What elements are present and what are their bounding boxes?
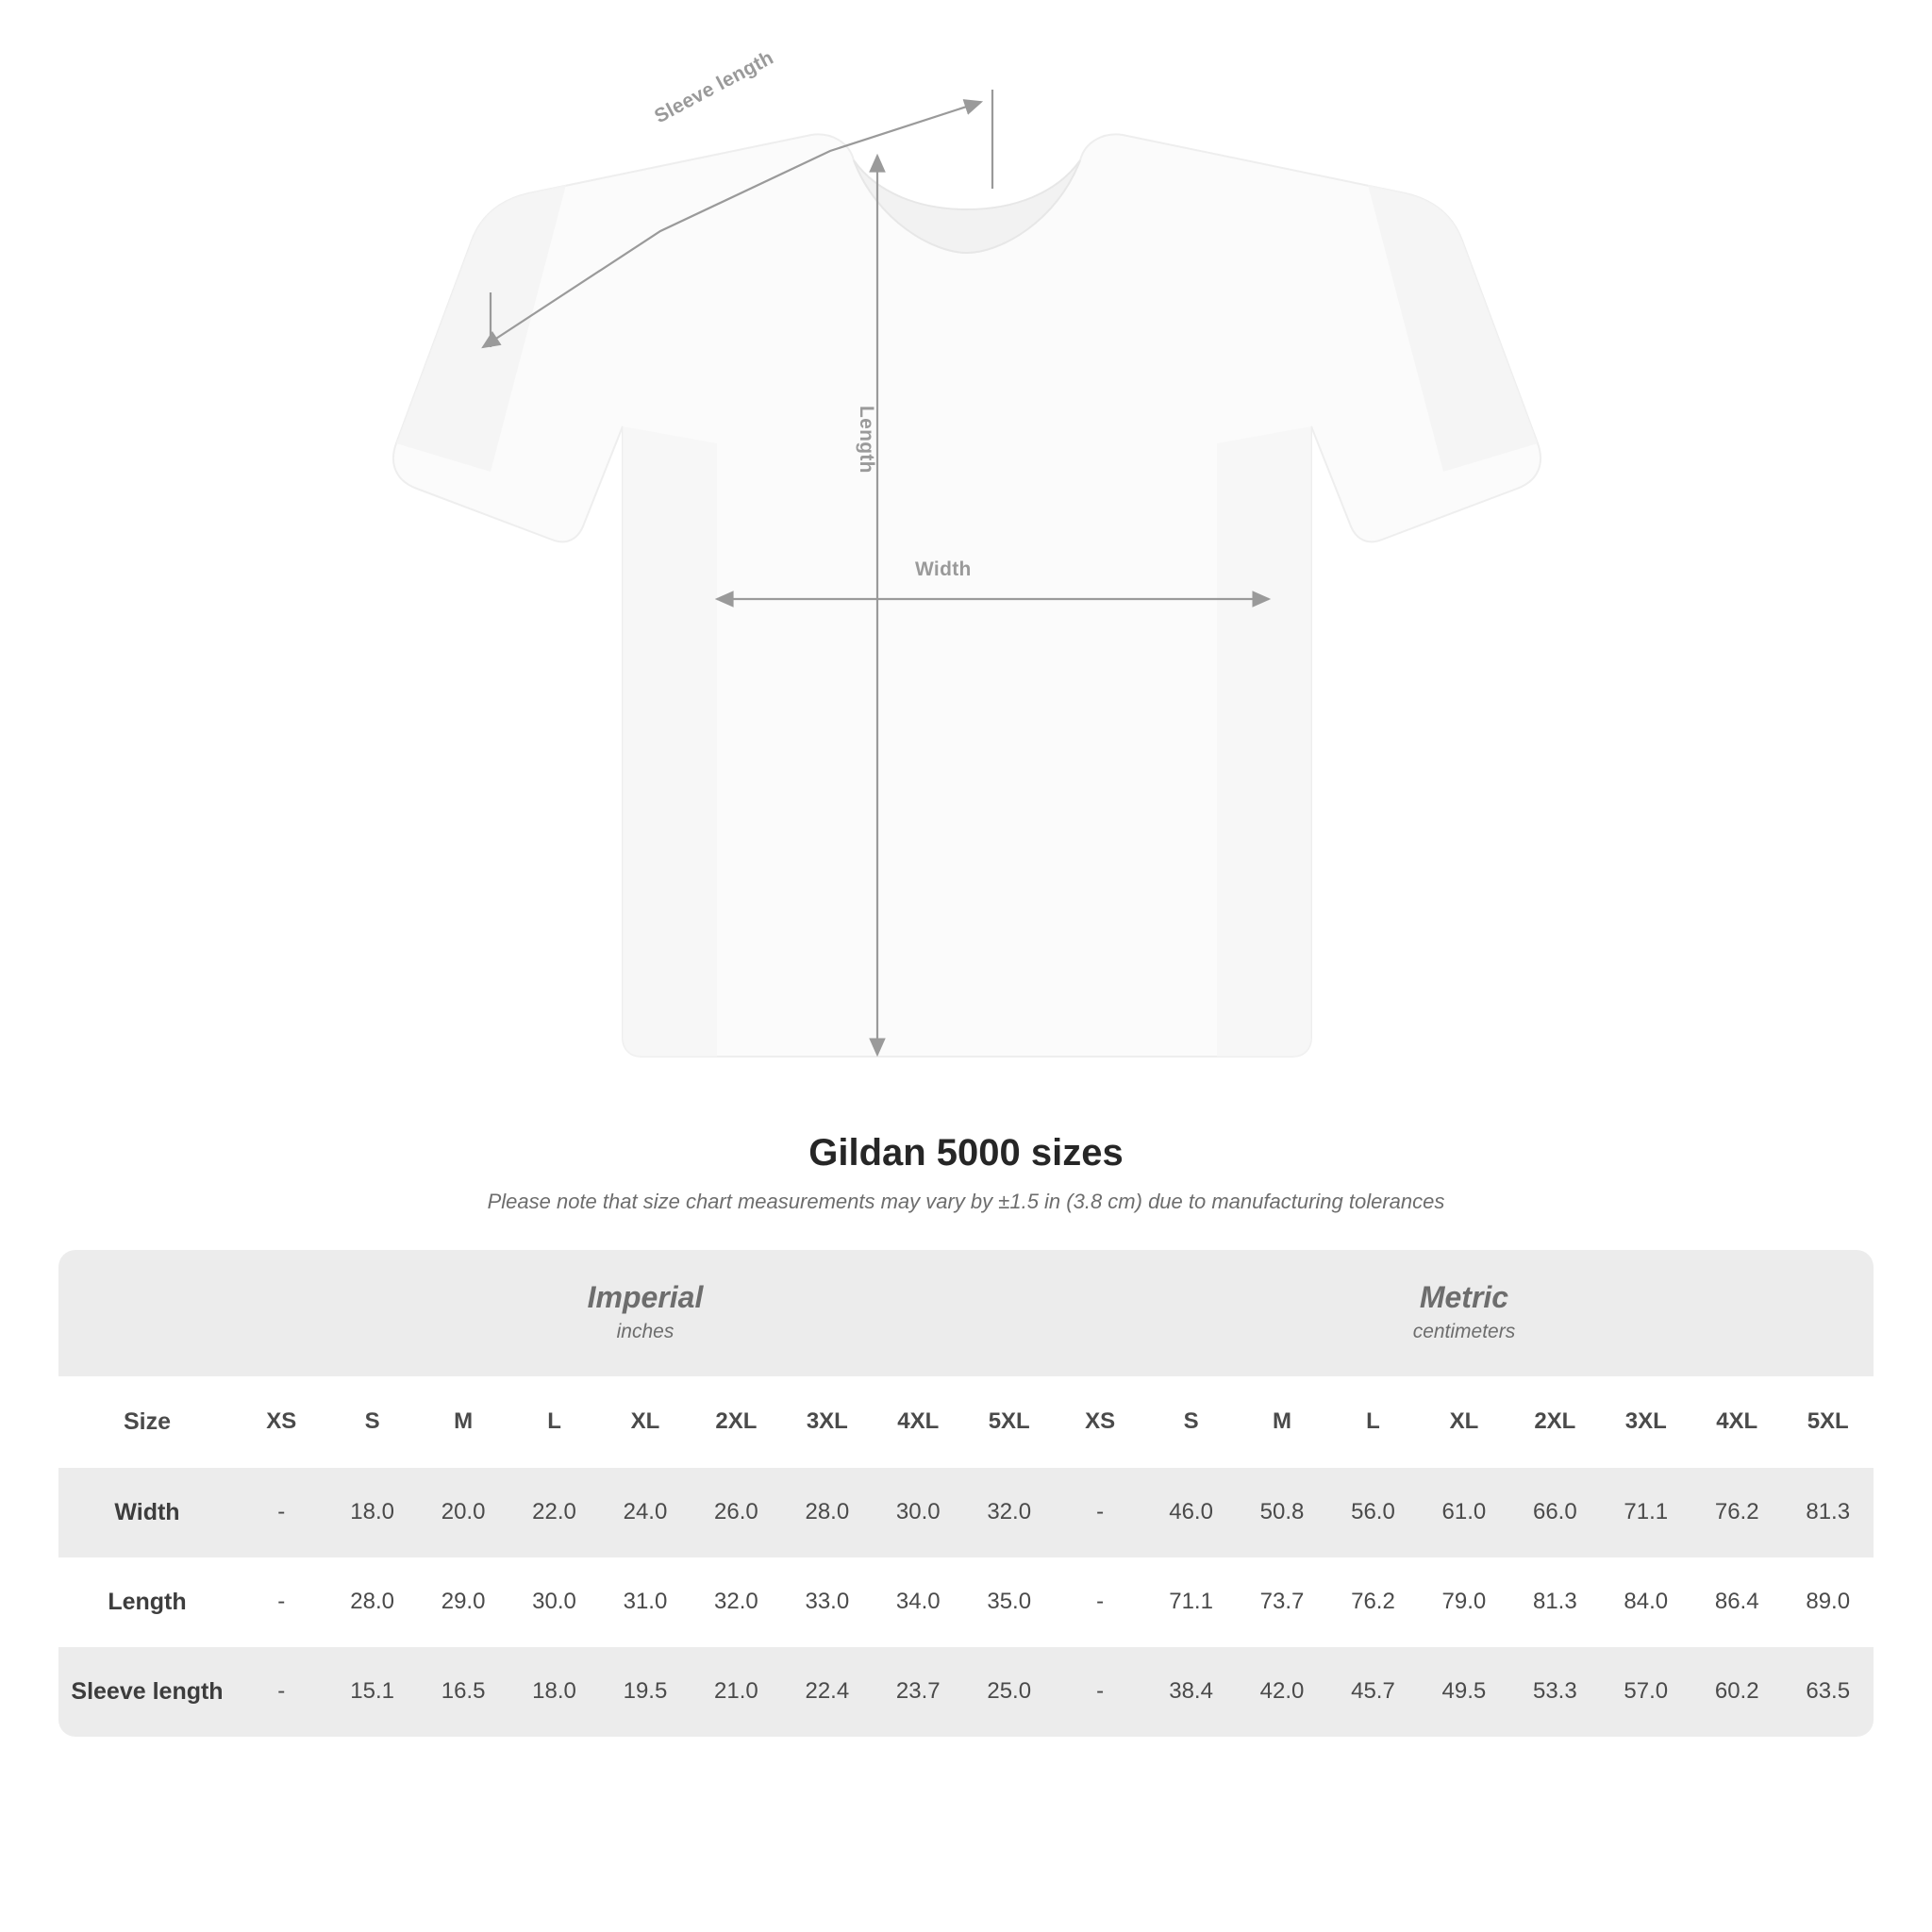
size-column-header-metric-xs: XS [1055, 1376, 1145, 1468]
size-column-header-imperial-2xl: 2XL [691, 1376, 781, 1468]
length-label: Length [856, 406, 877, 474]
cell-width-metric-s: 46.0 [1145, 1468, 1236, 1557]
cell-width-metric-xs: - [1055, 1468, 1145, 1557]
cell-length-imperial-xl: 31.0 [600, 1557, 691, 1647]
cell-length-imperial-m: 29.0 [418, 1557, 508, 1647]
tolerance-note: Please note that size chart measurements may vary by ±1.5 in (3.8 cm) due to manufacturing tolerances [487, 1190, 1445, 1213]
row-label-width: Width [58, 1468, 236, 1557]
size-row-header: Size [58, 1376, 236, 1468]
cell-sleeve-length-imperial-2xl: 21.0 [691, 1647, 781, 1737]
cell-sleeve-length-metric-5xl: 63.5 [1782, 1647, 1874, 1737]
cell-width-metric-m: 50.8 [1237, 1468, 1327, 1557]
cell-length-imperial-3xl: 33.0 [782, 1557, 873, 1647]
cell-length-metric-s: 71.1 [1145, 1557, 1236, 1647]
cell-sleeve-length-imperial-4xl: 23.7 [873, 1647, 963, 1737]
cell-width-metric-2xl: 66.0 [1509, 1468, 1600, 1557]
unit-group-imperial-name: Imperial [587, 1280, 704, 1314]
size-table-body [58, 1468, 1874, 1737]
cell-width-imperial-xs: - [236, 1468, 326, 1557]
size-column-header-imperial-5xl: 5XL [964, 1376, 1055, 1468]
size-column-header-imperial-3xl: 3XL [782, 1376, 873, 1468]
cell-length-imperial-4xl: 34.0 [873, 1557, 963, 1647]
cell-sleeve-length-metric-3xl: 57.0 [1601, 1647, 1691, 1737]
size-column-header-metric-s: S [1145, 1376, 1236, 1468]
cell-width-metric-5xl: 81.3 [1782, 1468, 1874, 1557]
cell-length-metric-l: 76.2 [1327, 1557, 1418, 1647]
cell-length-metric-xl: 79.0 [1419, 1557, 1509, 1647]
cell-length-metric-5xl: 89.0 [1782, 1557, 1874, 1647]
cell-width-imperial-2xl: 26.0 [691, 1468, 781, 1557]
cell-length-metric-3xl: 84.0 [1601, 1557, 1691, 1647]
cell-width-metric-3xl: 71.1 [1601, 1468, 1691, 1557]
cell-length-imperial-s: 28.0 [326, 1557, 417, 1647]
size-column-header-imperial-4xl: 4XL [873, 1376, 963, 1468]
size-table [58, 1250, 1874, 1737]
cell-width-metric-4xl: 76.2 [1691, 1468, 1782, 1557]
row-label-length: Length [58, 1557, 236, 1647]
size-column-header-metric-xl: XL [1419, 1376, 1509, 1468]
title-block [0, 1132, 1932, 1214]
cell-sleeve-length-metric-m: 42.0 [1237, 1647, 1327, 1737]
cell-sleeve-length-metric-xs: - [1055, 1647, 1145, 1737]
cell-sleeve-length-metric-l: 45.7 [1327, 1647, 1418, 1737]
width-label: Width [915, 558, 972, 580]
cell-length-metric-xs: - [1055, 1557, 1145, 1647]
cell-length-imperial-xs: - [236, 1557, 326, 1647]
cell-width-imperial-4xl: 30.0 [873, 1468, 963, 1557]
size-column-header-metric-5xl: 5XL [1782, 1376, 1874, 1468]
cell-width-imperial-3xl: 28.0 [782, 1468, 873, 1557]
size-table-container [58, 1250, 1874, 1737]
cell-length-imperial-l: 30.0 [508, 1557, 599, 1647]
cell-width-imperial-5xl: 32.0 [964, 1468, 1055, 1557]
table-row [58, 1468, 1874, 1557]
row-label-sleeve-length: Sleeve length [58, 1647, 236, 1737]
unit-group-metric [1055, 1250, 1874, 1376]
unit-group-metric-sub: centimeters [1412, 1321, 1516, 1342]
cell-sleeve-length-metric-2xl: 53.3 [1509, 1647, 1600, 1737]
size-column-header-metric-4xl: 4XL [1691, 1376, 1782, 1468]
unit-group-imperial-sub: inches [616, 1321, 675, 1342]
cell-width-imperial-s: 18.0 [326, 1468, 417, 1557]
size-header-row [58, 1376, 1874, 1468]
size-column-header-metric-3xl: 3XL [1601, 1376, 1691, 1468]
unit-row-spacer [58, 1250, 236, 1376]
table-row [58, 1557, 1874, 1647]
cell-sleeve-length-imperial-xl: 19.5 [600, 1647, 691, 1737]
page-title: Gildan 5000 sizes [808, 1132, 1124, 1174]
size-column-header-imperial-xs: XS [236, 1376, 326, 1468]
cell-sleeve-length-imperial-s: 15.1 [326, 1647, 417, 1737]
cell-sleeve-length-metric-s: 38.4 [1145, 1647, 1236, 1737]
cell-sleeve-length-imperial-xs: - [236, 1647, 326, 1737]
cell-sleeve-length-imperial-m: 16.5 [418, 1647, 508, 1737]
cell-width-imperial-xl: 24.0 [600, 1468, 691, 1557]
cell-width-metric-xl: 61.0 [1419, 1468, 1509, 1557]
size-column-header-imperial-s: S [326, 1376, 417, 1468]
sleeve-length-label: Sleeve length [651, 46, 777, 128]
cell-sleeve-length-metric-xl: 49.5 [1419, 1647, 1509, 1737]
cell-length-metric-m: 73.7 [1237, 1557, 1327, 1647]
cell-width-imperial-m: 20.0 [418, 1468, 508, 1557]
cell-length-imperial-5xl: 35.0 [964, 1557, 1055, 1647]
cell-length-imperial-2xl: 32.0 [691, 1557, 781, 1647]
size-column-header-imperial-m: M [418, 1376, 508, 1468]
shirt-shape [393, 134, 1541, 1057]
unit-group-metric-name: Metric [1419, 1280, 1509, 1314]
cell-sleeve-length-metric-4xl: 60.2 [1691, 1647, 1782, 1737]
unit-header-row [58, 1250, 1874, 1376]
size-column-header-imperial-xl: XL [600, 1376, 691, 1468]
table-row [58, 1647, 1874, 1737]
size-column-header-metric-m: M [1237, 1376, 1327, 1468]
cell-sleeve-length-imperial-5xl: 25.0 [964, 1647, 1055, 1737]
cell-length-metric-4xl: 86.4 [1691, 1557, 1782, 1647]
size-column-header-metric-l: L [1327, 1376, 1418, 1468]
unit-group-imperial [236, 1250, 1055, 1376]
cell-width-metric-l: 56.0 [1327, 1468, 1418, 1557]
size-column-header-imperial-l: L [508, 1376, 599, 1468]
cell-width-imperial-l: 22.0 [508, 1468, 599, 1557]
cell-sleeve-length-imperial-3xl: 22.4 [782, 1647, 873, 1737]
cell-length-metric-2xl: 81.3 [1509, 1557, 1600, 1647]
size-column-header-metric-2xl: 2XL [1509, 1376, 1600, 1468]
cell-sleeve-length-imperial-l: 18.0 [508, 1647, 599, 1737]
